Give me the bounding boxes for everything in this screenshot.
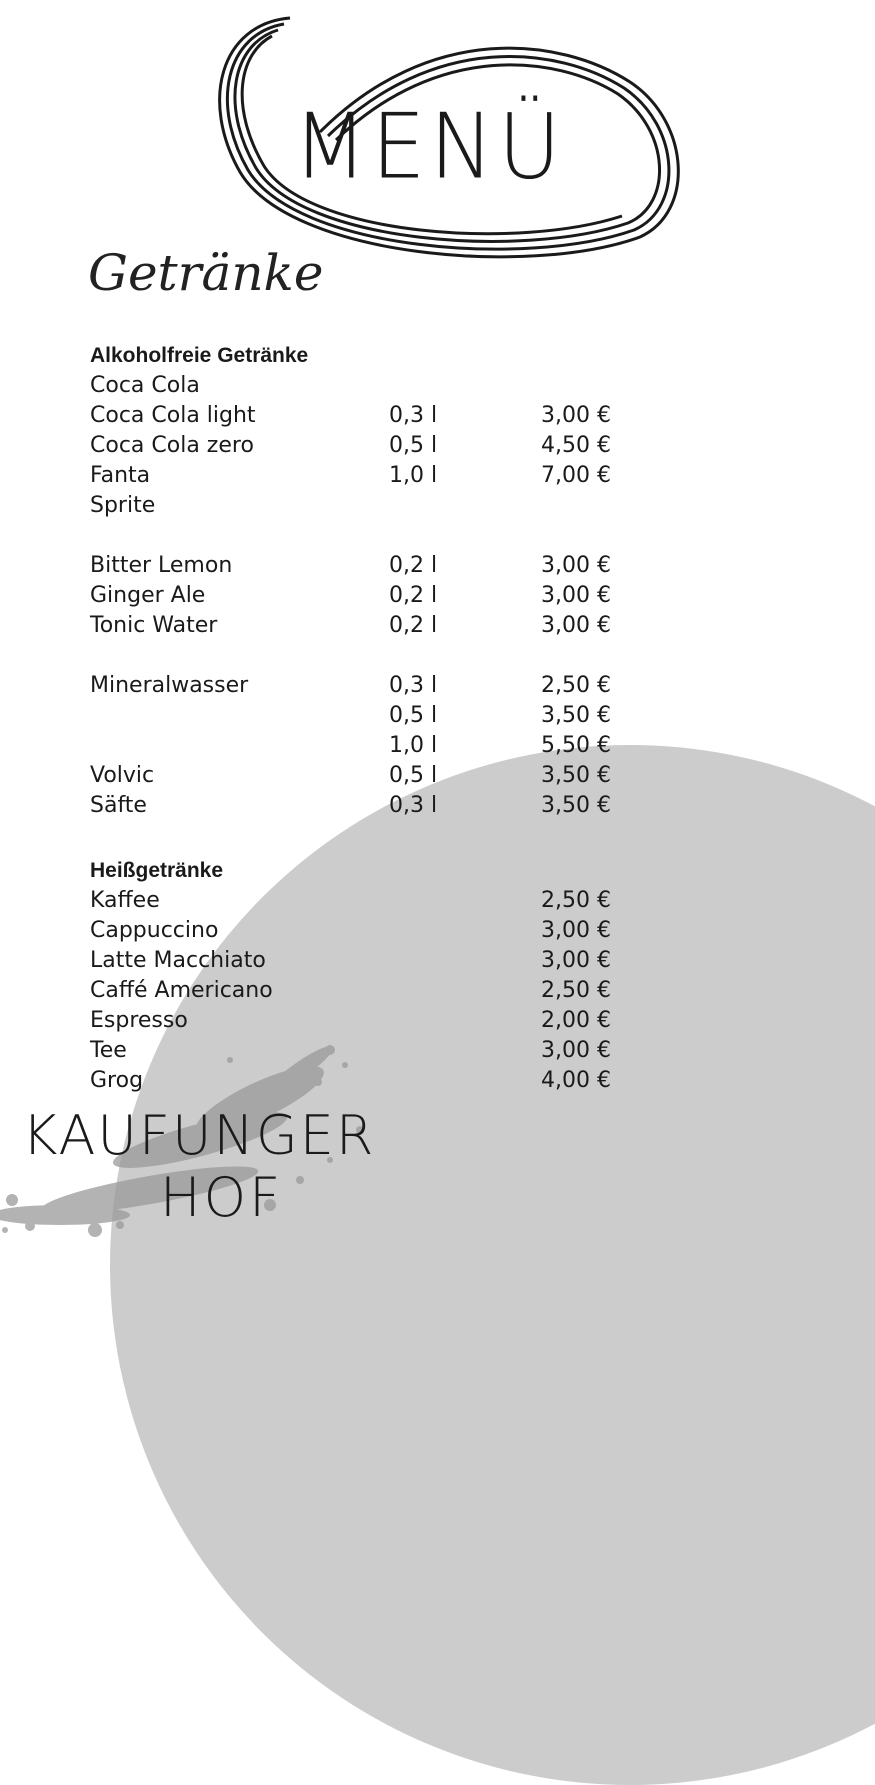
item-name: Volvic bbox=[90, 763, 155, 788]
brand-logo bbox=[22, 1105, 375, 1229]
item-name: Latte Macchiato bbox=[90, 948, 266, 973]
item-price: 3,00 € bbox=[541, 948, 611, 973]
menu-row bbox=[0, 886, 875, 916]
group-heading-nonalcoholic: Alkoholfreie Getränke bbox=[90, 344, 309, 367]
menu-row bbox=[0, 431, 875, 461]
item-name: Sprite bbox=[90, 493, 156, 518]
item-size: 0,3 l bbox=[389, 793, 438, 818]
item-name: Espresso bbox=[90, 1008, 188, 1033]
item-price: 2,00 € bbox=[541, 1008, 611, 1033]
item-name: Cappuccino bbox=[90, 918, 219, 943]
item-price: 7,00 € bbox=[541, 463, 611, 488]
item-name: Fanta bbox=[90, 463, 151, 488]
item-name: Tonic Water bbox=[90, 613, 218, 638]
menu-row bbox=[0, 1036, 875, 1066]
menu-row bbox=[0, 371, 875, 401]
group-heading-hot-drinks: Heißgetränke bbox=[90, 859, 224, 882]
item-name: Bitter Lemon bbox=[90, 553, 233, 578]
item-name: Coca Cola zero bbox=[90, 433, 254, 458]
item-name: Caffé Americano bbox=[90, 978, 273, 1003]
menu-row bbox=[0, 761, 875, 791]
item-price: 3,50 € bbox=[541, 763, 611, 788]
menu-row bbox=[0, 946, 875, 976]
item-price: 4,00 € bbox=[541, 1068, 611, 1093]
menu-row bbox=[0, 491, 875, 521]
item-name: Grog bbox=[90, 1068, 144, 1093]
menu-row bbox=[0, 976, 875, 1006]
brand-line-1: KAUFUNGER bbox=[22, 1104, 376, 1167]
item-price: 3,00 € bbox=[541, 583, 611, 608]
item-price: 3,00 € bbox=[541, 553, 611, 578]
menu-title: MENÜ bbox=[293, 94, 565, 200]
item-price: 4,50 € bbox=[541, 433, 611, 458]
item-name: Tee bbox=[90, 1038, 127, 1063]
item-price: 3,00 € bbox=[541, 1038, 611, 1063]
menu-row bbox=[0, 671, 875, 701]
section-title: Getränke bbox=[88, 244, 324, 302]
menu-row bbox=[0, 701, 875, 731]
menu-row bbox=[0, 581, 875, 611]
item-price: 3,50 € bbox=[541, 703, 611, 728]
menu-row bbox=[0, 1066, 875, 1096]
item-size: 0,2 l bbox=[389, 583, 438, 608]
item-price: 2,50 € bbox=[541, 888, 611, 913]
menu-row bbox=[0, 916, 875, 946]
menu-row bbox=[0, 461, 875, 491]
item-price: 3,00 € bbox=[541, 918, 611, 943]
menu-row bbox=[0, 731, 875, 761]
item-name: Ginger Ale bbox=[90, 583, 206, 608]
item-size: 0,5 l bbox=[389, 433, 438, 458]
item-name: Coca Cola bbox=[90, 373, 200, 398]
item-size: 0,5 l bbox=[389, 763, 438, 788]
brand-line-2: HOF bbox=[160, 1166, 284, 1229]
menu-row bbox=[0, 1006, 875, 1036]
item-size: 0,2 l bbox=[389, 553, 438, 578]
menu-row bbox=[0, 401, 875, 431]
menu-row bbox=[0, 551, 875, 581]
item-price: 5,50 € bbox=[541, 733, 611, 758]
item-size: 0,5 l bbox=[389, 703, 438, 728]
item-size: 0,2 l bbox=[389, 613, 438, 638]
item-size: 1,0 l bbox=[389, 463, 438, 488]
item-name: Mineralwasser bbox=[90, 673, 249, 698]
item-name: Kaffee bbox=[90, 888, 160, 913]
item-name: Säfte bbox=[90, 793, 147, 818]
item-price: 2,50 € bbox=[541, 673, 611, 698]
item-size: 0,3 l bbox=[389, 673, 438, 698]
item-size: 0,3 l bbox=[389, 403, 438, 428]
item-price: 2,50 € bbox=[541, 978, 611, 1003]
item-size: 1,0 l bbox=[389, 733, 438, 758]
item-name: Coca Cola light bbox=[90, 403, 256, 428]
menu-row bbox=[0, 611, 875, 641]
item-price: 3,50 € bbox=[541, 793, 611, 818]
menu-row bbox=[0, 791, 875, 821]
item-price: 3,00 € bbox=[541, 613, 611, 638]
item-price: 3,00 € bbox=[541, 403, 611, 428]
